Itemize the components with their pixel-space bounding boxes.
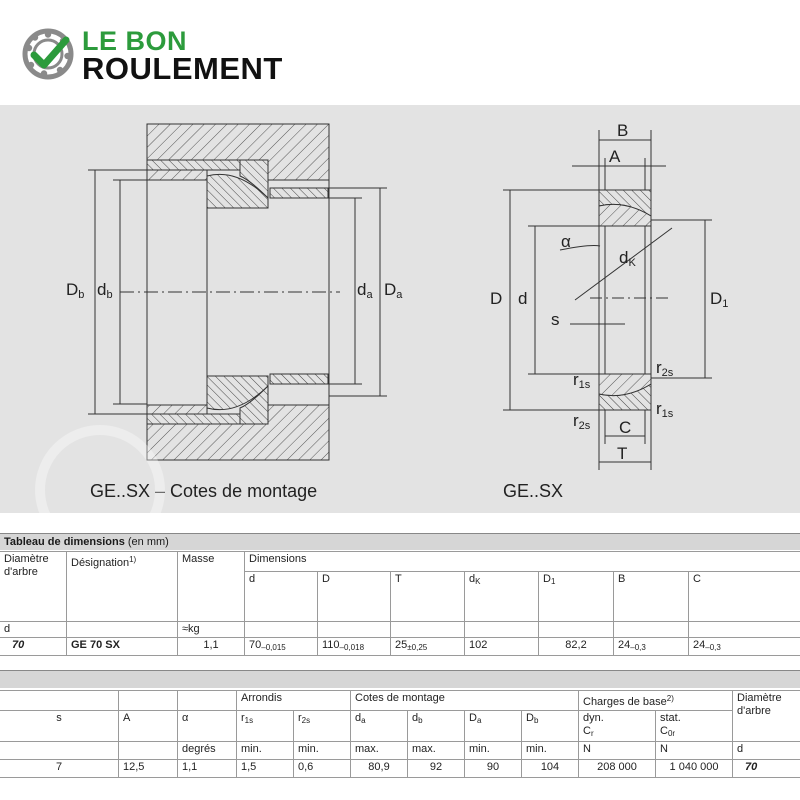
label-D1: $D_1$ (710, 289, 729, 310)
cell-masse: 1,1 (178, 638, 245, 656)
cell-r2s: 0,6 (294, 760, 351, 778)
label-r2s-a: $r_{2s}$ (656, 358, 674, 379)
label-r1s-a: $r_{1s}$ (573, 370, 591, 391)
label-d: d (518, 289, 528, 308)
th-A: A (119, 711, 178, 742)
cell-A: 12,5 (119, 760, 178, 778)
th-diam2: Diamètre d'arbre (733, 691, 800, 742)
th-stat: stat. $C_{0r}$ (656, 711, 733, 742)
cell-T: $25_{\pm 0,25}$ (391, 638, 465, 656)
th-arrondis: Arrondis (237, 691, 351, 711)
th-r1s: $r_{1s}$ (237, 711, 294, 742)
dimensions-table (0, 551, 800, 656)
cell-D: $110_{-0,018}$ (318, 638, 391, 656)
cell-dK: 102 (465, 638, 539, 656)
th-desig: Désignation$^{1)}$ (67, 552, 178, 622)
cell-Db: 104 (522, 760, 579, 778)
label-B: B (617, 121, 629, 140)
th-alpha: α (178, 711, 237, 742)
mounting-table: Arrondis Cotes de montage Charges de base$^{2)}$ Diamètre d'arbre s A α $r_{1s}$ $r_{2s}$ $d_a$ $d_b$ $D_a$ $D_b$ dyn. $C_r$ stat. $C_{0r}$ degrés min. min. max. max. min. min. N N d 7 12,5 1,1 1,5 0,6 80,9 92 90 104 208 000 1 040 000 70 (0, 690, 800, 778)
label-Db: $D_b$ (66, 280, 85, 301)
cell-cr: 208 000 (579, 760, 656, 778)
cell-diam2: 70 (733, 760, 800, 778)
cell-d: $70_{-0,015}$ (245, 638, 318, 656)
cell-alpha: 1,1 (178, 760, 237, 778)
th-D1: $D_1$ (539, 572, 614, 622)
th-db: $d_b$ (408, 711, 465, 742)
mounting-assembly (88, 124, 387, 460)
label-r1s-b: $r_{1s}$ (656, 399, 674, 420)
th-d: d (245, 572, 318, 622)
cell-C: $24_{-0,3}$ (689, 638, 800, 656)
cell-r1s: 1,5 (237, 760, 294, 778)
th-dimensions: Dimensions (245, 552, 800, 572)
unit-masse: ≈kg (178, 622, 245, 638)
cell-D1: 82,2 (539, 638, 614, 656)
cell-c0r: 1 040 000 (656, 760, 733, 778)
label-D: D (490, 289, 503, 308)
technical-drawing (0, 105, 800, 513)
table2-bar (0, 670, 800, 688)
cell-desig: GE 70 SX (67, 638, 178, 656)
header (0, 0, 800, 105)
label-s: s (551, 310, 560, 329)
label-db: $d_b$ (97, 280, 113, 301)
label-alpha: α (561, 232, 571, 251)
th-dK: $d_K$ (465, 572, 539, 622)
label-A: A (609, 147, 621, 166)
right-caption: GE..SX (503, 481, 564, 501)
table-row (0, 638, 800, 656)
table-row (0, 760, 800, 778)
th-dyn: dyn. $C_r$ (579, 711, 656, 742)
cell-da: 80,9 (351, 760, 408, 778)
left-caption: GE..SX – Cotes de montage (90, 481, 318, 501)
th-Da: $D_a$ (465, 711, 522, 742)
th-s: s (0, 711, 119, 742)
th-da: $d_a$ (351, 711, 408, 742)
th-r2s: $r_{2s}$ (294, 711, 351, 742)
th-masse: Masse (178, 552, 245, 622)
cell-db: 92 (408, 760, 465, 778)
th-T: T (391, 572, 465, 622)
bearing-check-icon (22, 28, 74, 80)
label-C: C (619, 418, 632, 437)
bearing-drawing-svg (0, 105, 800, 513)
label-dK: $d_K$ (619, 248, 636, 269)
label-r2s-b: $r_{2s}$ (573, 411, 591, 432)
cell-B: $24_{-0,3}$ (614, 638, 689, 656)
cell-Da: 90 (465, 760, 522, 778)
th-B: B (614, 572, 689, 622)
cell-diam: 70 (0, 638, 67, 656)
label-da: $d_a$ (357, 280, 373, 301)
th-charges: Charges de base$^{2)}$ (579, 691, 733, 711)
bearing-section (503, 130, 712, 470)
cell-s: 7 (0, 760, 119, 778)
brand-line2: ROULEMENT (82, 51, 283, 86)
th-C: C (689, 572, 800, 622)
label-Da: $D_a$ (384, 280, 403, 301)
table1-title: Tableau de dimensions (en mm) (0, 533, 800, 550)
unit-d: d (0, 622, 67, 638)
unit-alpha: degrés (178, 742, 237, 760)
th-diam: Diamètre d'arbre (0, 552, 67, 622)
brand-line1: LE BON (82, 26, 188, 56)
label-T: T (617, 444, 628, 463)
th-D: D (318, 572, 391, 622)
th-cotes: Cotes de montage (351, 691, 579, 711)
th-Db: $D_b$ (522, 711, 579, 742)
